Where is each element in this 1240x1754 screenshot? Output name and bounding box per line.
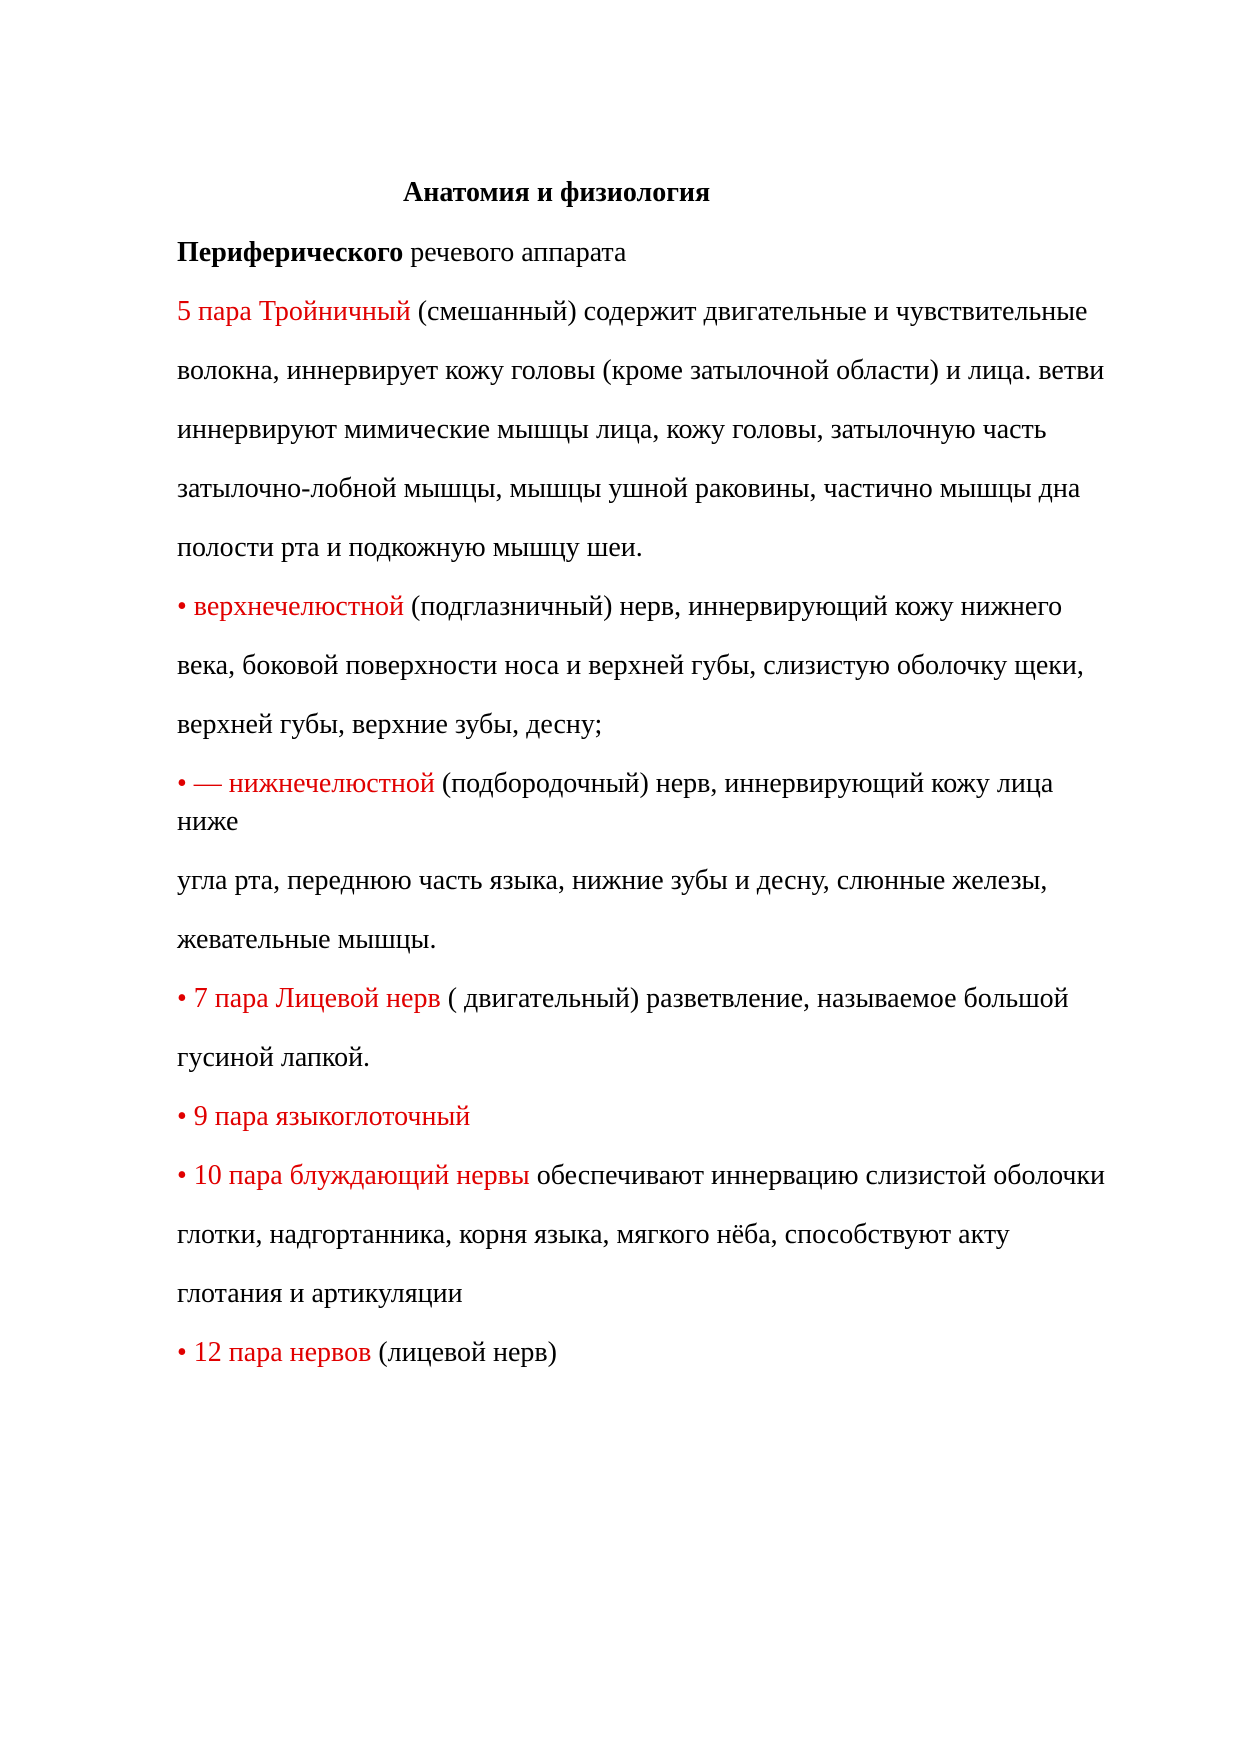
mandibular-heading: • — нижнечелюстной: [177, 768, 435, 799]
maxillary-text: (подглазничный) нерв, иннервирующий кожу нижнего: [404, 591, 1063, 622]
mandibular-text: (подбородочный) нерв, иннервирующий кожу лица: [434, 768, 1054, 799]
paragraph-trigeminal-line-1: [177, 295, 1087, 329]
maxillary-heading: • верхнечелюстной: [177, 591, 405, 622]
mandibular-wrap: ниже: [177, 806, 239, 837]
facial-text: ( двигательный) разветвление, называемое большой: [440, 983, 1069, 1014]
vagus-line: глотания и артикуляции: [177, 1278, 463, 1309]
trigeminal-line: затылочно-лобной мышцы, мышцы ушной раковины, частично мышцы дна: [177, 473, 1081, 504]
paragraph-hypoglossal: [177, 1336, 557, 1370]
facial-heading: • 7 пара Лицевой нерв: [177, 983, 441, 1014]
vagus-text: обеспечивают иннервацию слизистой оболочки: [529, 1160, 1106, 1191]
hypoglossal-heading: • 12 пара нервов: [177, 1337, 372, 1368]
maxillary-line: верхней губы, верхние зубы, десну;: [177, 709, 603, 740]
maxillary-line: века, боковой поверхности носа и верхней губы, слизистую оболочку щеки,: [177, 650, 1084, 681]
subtitle-rest: речевого аппарата: [403, 237, 627, 268]
glossopharyngeal-heading: • 9 пара языкоглоточный: [177, 1101, 471, 1132]
subtitle: [177, 236, 626, 270]
facial-line: гусиной лапкой.: [177, 1042, 371, 1073]
paragraph-mandibular-line-1: [177, 767, 1053, 801]
trigeminal-line: иннервируют мимические мышцы лица, кожу головы, затылочную часть: [177, 414, 1047, 445]
page-title: Анатомия и физиология: [403, 177, 711, 208]
trigeminal-line: волокна, иннервирует кожу головы (кроме затылочной области) и лица. ветви: [177, 355, 1105, 386]
mandibular-line: угла рта, переднюю часть языка, нижние зубы и десну, слюнные железы,: [177, 865, 1048, 896]
paragraph-vagus-line-1: [177, 1159, 1105, 1193]
paragraph-glossopharyngeal: [177, 1100, 470, 1134]
vagus-line: глотки, надгортанника, корня языка, мягкого нёба, способствуют акту: [177, 1219, 1010, 1250]
trigeminal-line: полости рта и подкожную мышцу шеи.: [177, 532, 643, 563]
mandibular-line: жевательные мышцы.: [177, 924, 437, 955]
paragraph-facial-line-1: [177, 982, 1069, 1016]
trigeminal-text: (смешанный) содержит двигательные и чувствительные: [410, 296, 1088, 327]
hypoglossal-text: (лицевой нерв): [371, 1337, 557, 1368]
vagus-heading: • 10 пара блуждающий нервы: [177, 1160, 530, 1191]
trigeminal-heading: 5 пара Тройничный: [177, 296, 411, 327]
paragraph-maxillary-line-1: [177, 590, 1062, 624]
subtitle-bold: Периферического: [177, 237, 404, 268]
